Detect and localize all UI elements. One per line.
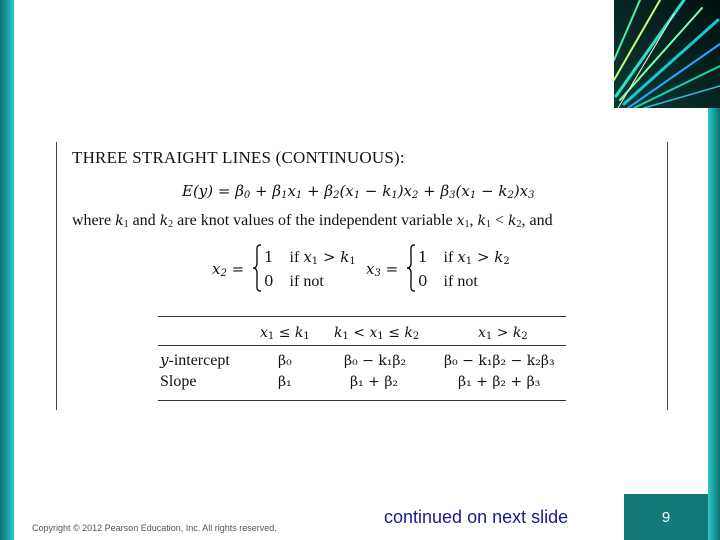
label-italic: y — [160, 351, 169, 369]
variable-symbol: x — [303, 248, 312, 266]
equals-sign: = — [226, 260, 245, 278]
left-brace-icon — [252, 244, 262, 292]
indicator-value: 0 — [264, 272, 274, 290]
comparison-operator: > — [318, 248, 341, 266]
comparison-operator: < — [491, 212, 509, 229]
table-cell: β₀ − k₁β₂ − k₂β₃ — [444, 353, 555, 369]
equation-sub: 3 — [449, 190, 456, 201]
condition-text: if — [289, 249, 304, 266]
label-text: -intercept — [168, 352, 230, 369]
text-fragment: are knot values of the independent variable — [173, 212, 457, 229]
header-symbol: k — [294, 325, 304, 341]
continued-notice: continued on next slide — [384, 507, 569, 527]
header-operator: < — [348, 325, 370, 341]
header-sub: 1 — [303, 331, 310, 342]
equation-term: )x — [513, 182, 529, 200]
text-fragment: and — [128, 212, 160, 229]
knot-definition-text — [72, 212, 553, 230]
lhs-sub: 3 — [374, 268, 381, 279]
table-top-rule — [158, 316, 566, 317]
equation-term: (x — [339, 182, 354, 200]
page-number: 9 — [661, 509, 671, 526]
table-cell: β₀ — [278, 353, 292, 369]
indicator-value: 0 — [418, 272, 428, 290]
knot-sub: 1 — [349, 256, 356, 267]
page-number-box — [624, 494, 708, 540]
lhs-sub: 2 — [220, 268, 227, 279]
knot-sub: 1 — [486, 219, 492, 230]
table-header-cell — [478, 325, 528, 342]
header-symbol: x — [260, 325, 268, 341]
header-sub: 1 — [342, 331, 349, 342]
table-row-label — [160, 372, 196, 391]
equation-term: + β — [250, 182, 282, 200]
table-row-label — [160, 351, 230, 370]
text-fragment: , and — [521, 212, 553, 229]
corner-light-streaks-image — [614, 0, 720, 108]
piecewise-x2-definition — [212, 244, 375, 300]
left-accent-bar — [0, 0, 14, 540]
label-text: Slope — [160, 373, 197, 390]
header-sub: 1 — [267, 331, 275, 342]
header-operator: ≤ — [383, 325, 405, 341]
equation-term: β — [235, 182, 244, 200]
variable-sub: 1 — [464, 219, 470, 230]
variable-symbol: x — [456, 213, 465, 229]
table-cell: β₀ − k₁β₂ — [344, 353, 407, 369]
comparison-operator: > — [472, 248, 495, 266]
piecewise-row — [418, 272, 478, 291]
variable-sub: 1 — [311, 256, 319, 267]
indicator-value: 1 — [264, 248, 274, 266]
piecewise-lhs — [212, 260, 244, 279]
text-fragment: where — [72, 212, 116, 229]
table-cell: β₁ + β₂ + β₃ — [458, 374, 541, 390]
left-brace-icon — [406, 244, 416, 292]
piecewise-row — [264, 248, 356, 267]
box-right-rule — [667, 142, 668, 410]
lhs-var: x — [366, 260, 375, 278]
knot-sub: 2 — [516, 219, 522, 230]
table-header-cell — [334, 325, 419, 342]
table-header-rule — [158, 345, 566, 346]
piecewise-lhs — [366, 260, 398, 279]
header-sub: 1 — [377, 331, 384, 342]
box-left-rule — [56, 142, 57, 410]
table-cell: β₁ — [278, 374, 292, 390]
equals-sign: = — [380, 260, 399, 278]
equation-sub: 2 — [507, 190, 514, 201]
table-header-cell — [260, 325, 310, 342]
copyright-notice: Copyright © 2012 Pearson Education, Inc. All rights reserved. — [32, 523, 277, 533]
knot-symbol: k — [477, 213, 487, 229]
piecewise-row — [418, 248, 510, 267]
equation-sub: 2 — [333, 190, 340, 201]
equation-sub: 0 — [243, 190, 251, 201]
slide-heading: THREE STRAIGHT LINES (CONTINUOUS): — [72, 148, 405, 167]
header-symbol: x — [478, 325, 486, 341]
condition-text: if — [443, 249, 458, 266]
model-equation — [182, 182, 535, 201]
equation-term: + β — [302, 182, 334, 200]
piecewise-row — [264, 272, 324, 291]
equation-sub: 1 — [295, 190, 303, 201]
equation-sub: 1 — [469, 190, 477, 201]
equation-sub: 1 — [353, 190, 361, 201]
indicator-value: 1 — [418, 248, 428, 266]
knot-symbol: k — [115, 213, 124, 229]
knot-sub: 2 — [168, 219, 174, 230]
variable-symbol: x — [457, 248, 466, 266]
knot-symbol: k — [508, 213, 517, 229]
equation-sub: 2 — [412, 190, 419, 201]
equation-term: + β — [418, 182, 450, 200]
header-sub: 2 — [521, 331, 528, 342]
header-operator: ≤ — [274, 325, 295, 341]
table-cell: β₁ + β₂ — [350, 374, 399, 390]
header-symbol: x — [369, 325, 378, 341]
piecewise-x3-definition — [366, 244, 526, 300]
equation-term: − k — [360, 182, 392, 200]
header-symbol: k — [512, 325, 522, 341]
equation-term: − k — [476, 182, 508, 200]
header-sub: 1 — [485, 331, 493, 342]
right-accent-bar — [708, 108, 720, 540]
header-sub: 2 — [412, 331, 420, 342]
equation-sub: 1 — [281, 190, 288, 201]
knot-symbol: k — [159, 213, 169, 229]
header-symbol: k — [334, 325, 343, 341]
table-bottom-rule — [158, 400, 566, 401]
equation-lhs: E(y) = — [182, 182, 236, 200]
equation-term: x — [287, 182, 296, 200]
knot-symbol: k — [340, 248, 350, 266]
condition-text: if not — [289, 273, 324, 290]
knot-sub: 2 — [503, 256, 510, 267]
knot-symbol: k — [494, 248, 504, 266]
header-symbol: k — [404, 325, 413, 341]
condition-text: if not — [443, 273, 478, 290]
text-fragment: , — [469, 212, 478, 229]
equation-term: )x — [397, 182, 413, 200]
header-operator: > — [492, 325, 513, 341]
lhs-var: x — [212, 260, 221, 278]
equation-term: (x — [455, 182, 470, 200]
knot-sub: 1 — [123, 219, 129, 230]
equation-sub: 1 — [391, 190, 398, 201]
variable-sub: 1 — [465, 256, 473, 267]
equation-sub: 3 — [528, 190, 535, 201]
